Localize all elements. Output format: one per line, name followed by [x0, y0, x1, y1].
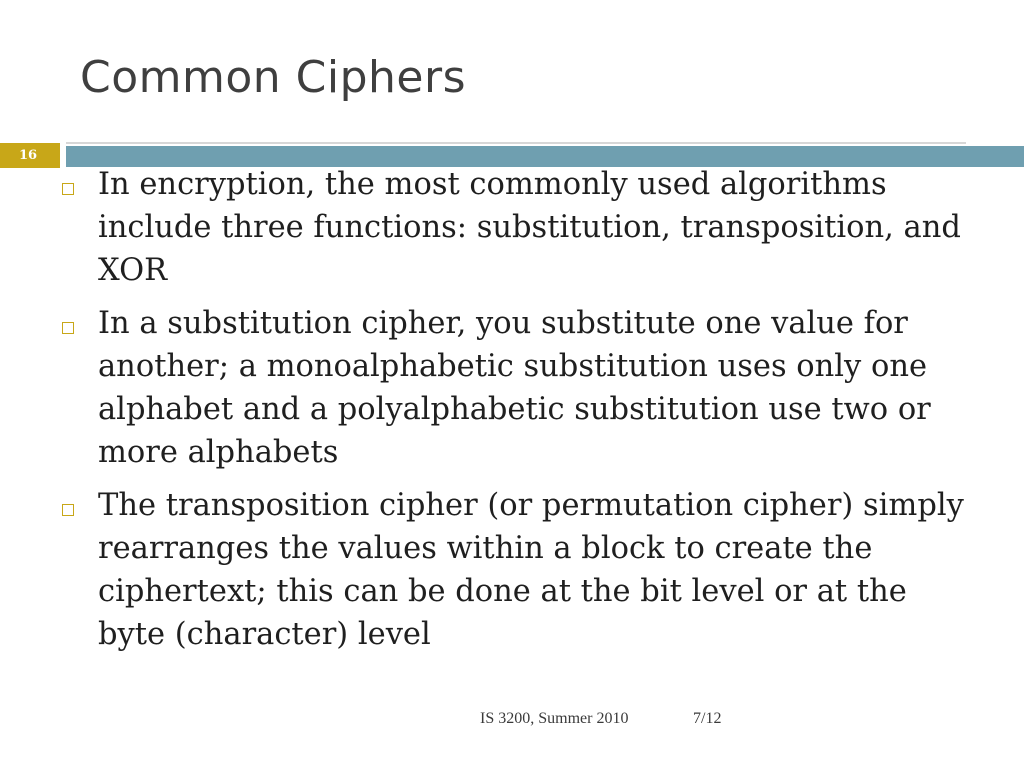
bullet-text: In a substitution cipher, you substitute one value for another; a monoalphabetic substitution uses only one alphabet and a polyalphabetic substitution use two or more alphabets	[98, 306, 931, 470]
hollow-square-icon	[62, 504, 74, 516]
slide-number-badge: 16	[0, 143, 60, 168]
footer-course: IS 3200, Summer 2010	[480, 710, 629, 727]
bullet-item	[60, 302, 980, 474]
bullet-list	[60, 163, 980, 666]
bullet-item	[60, 163, 980, 292]
bullet-text: In encryption, the most commonly used algorithms include three functions: substitution, transposition, and XOR	[98, 167, 961, 288]
bullet-text: The transposition cipher (or permutation cipher) simply rearranges the values within a block to create the ciphertext; this can be done at the bit level or at the byte (character) level	[98, 488, 964, 652]
footer-date: 7/12	[693, 710, 722, 727]
bullet-item	[60, 484, 980, 656]
slide-title: Common Ciphers	[80, 52, 467, 103]
title-divider-line	[66, 142, 966, 144]
hollow-square-icon	[62, 322, 74, 334]
hollow-square-icon	[62, 183, 74, 195]
